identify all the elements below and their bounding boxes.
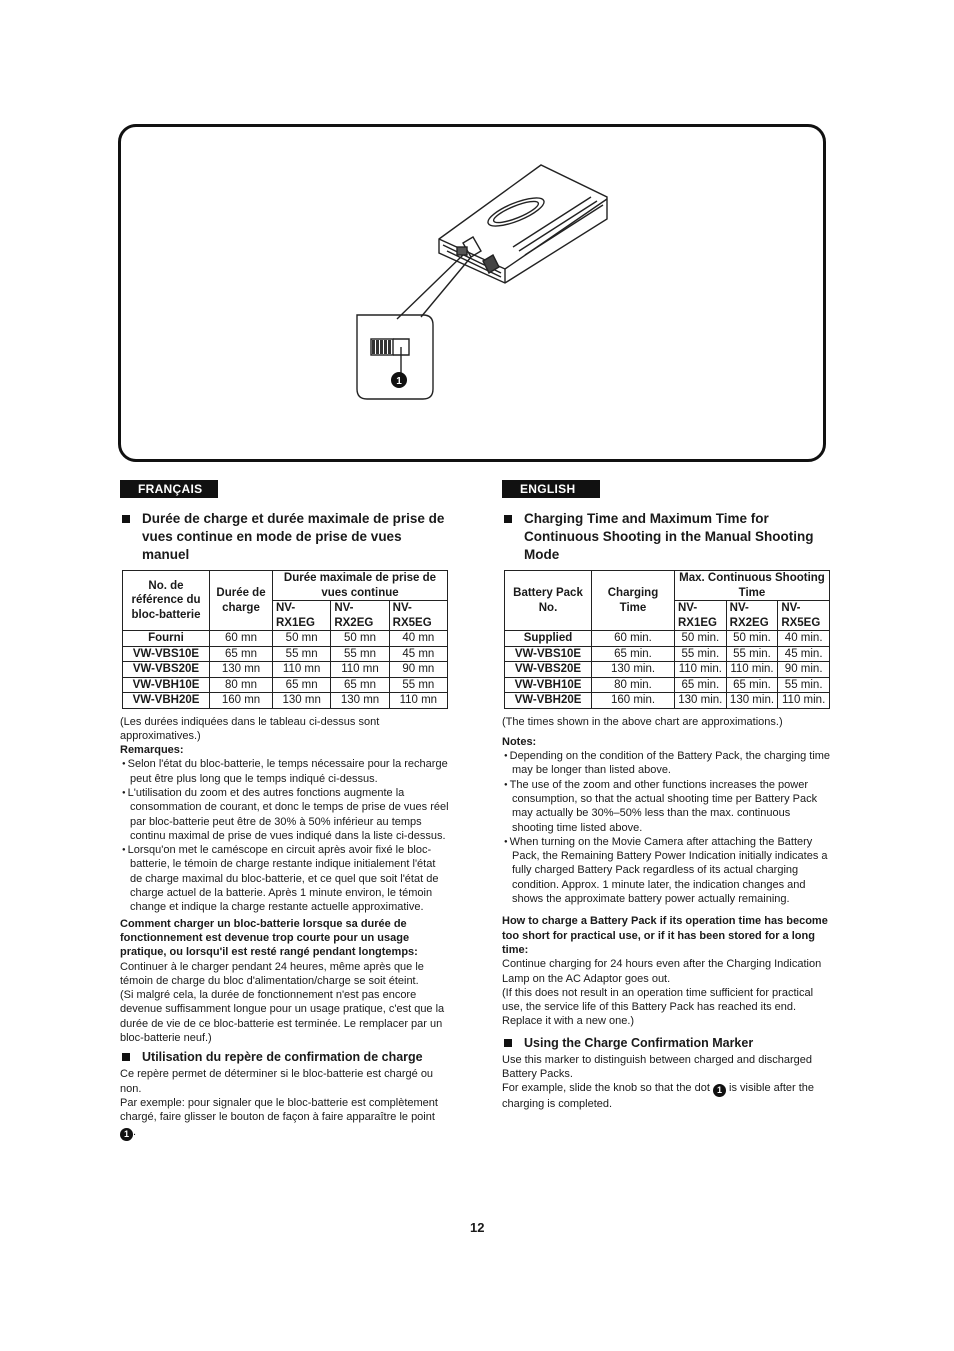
notes-list-en [502,749,832,906]
battery-pack-illustration [121,127,829,465]
charge-table-en [504,570,830,709]
heading-charge-time-en: Charging Time and Maximum Time for Continuous Shooting in the Manual Shooting Mode [502,510,832,564]
table-row: VW-VBS10E 65 mn 55 mn 55 mn 45 mn [123,646,448,662]
table-row: Supplied 60 min. 50 min. 50 min. 40 min. [505,631,830,647]
battery-illustration-frame [118,124,826,462]
bullet-square-icon [504,515,512,523]
header-model: NV-RX2EG [726,601,778,631]
english-column [502,480,832,1112]
marker-para-fr: Par exemple: pour signaler que le bloc-batterie est complètement chargé, faire glisser le bouton de façon à faire apparaître le point 1 . [120,1096,438,1139]
howto-title-fr: Comment charger un bloc-batterie lorsque sa durée de fonctionnement est devenue trop courte pour un usage pratique, ou lorsqu'il est resté rangé pendant longtemps: [120,917,418,959]
header-model: NV-RX1EG [675,601,727,631]
table-row: Fourni 60 mn 50 mn 50 mn 40 mn [123,631,448,647]
howto-para-fr: (Si malgré cela, la durée de fonctionnement n'est pas encore devenue suffisamment longue pour un usage pratique, c'est que la durée de vie de ce bloc-batterie est terminée. Le remplacer par un bloc-batterie neuf.) [120,989,445,1045]
marker-para-fr: Ce repère permet de déterminer si le bloc-batterie est chargé ou non. [120,1068,434,1095]
list-item: ● Selon l'état du bloc-batterie, le temps nécessaire pour la recharge peut être plus long que le temps indiqué ci-dessus. [120,757,450,786]
approx-note-fr: (Les durées indiquées dans le tableau ci-dessus sont approximatives.) [120,715,380,742]
header-model: NV-RX5EG [389,601,447,631]
heading-charge-time-fr: Durée de charge et durée maximale de prise de vues continue en mode de prise de vues manuel [120,510,450,564]
list-item: ● When turning on the Movie Camera after attaching the Battery Pack, the Remaining Battery Power Indication initially indicates a fully charged Battery Pack regardless of its actual charging condition. Approx. 1 minute later, the indication changes and shows the approximate battery power actually remaining. [502,835,832,906]
header-charge: Durée de charge [210,571,273,631]
list-item: ● Depending on the condition of the Battery Pack, the charging time may be longer than listed above. [502,749,832,778]
howto-para-en: (If this does not result in an operation time sufficient for practical use, the service life of this Battery Pack has reached its end. Replace it with a new one.) [502,986,814,1028]
header-charge: Charging Time [592,571,675,631]
table-row: VW-VBS20E 130 min. 110 min. 110 min. 90 min. [505,662,830,678]
language-label-en: ENGLISH [502,480,600,498]
callout-number: 1 [396,376,402,387]
list-item: ● The use of the zoom and other functions increases the power consumption, so that the actual shooting time per Battery Pack may actually be 30%–50% less than the max. continuous shooting time listed above. [502,778,832,835]
list-item: ● L'utilisation du zoom et des autres fonctions augmente la consommation de courant, et donc le temps de prise de vues réel par bloc-batterie peut être de 30% à 50% inférieur au temps continu maximal de prise de vues indiqué dans la liste ci-dessus. [120,786,450,843]
table-row: VW-VBH10E 80 min. 65 min. 65 min. 55 min. [505,677,830,693]
notes-list-fr [120,757,450,914]
bullet-square-icon [122,1053,130,1061]
notes-title-fr: Remarques: [120,744,184,757]
header-model: NV-RX1EG [273,601,331,631]
table-row: VW-VBH20E 160 min. 130 min. 130 min. 110 min. [505,693,830,709]
marker-para-en: For example, slide the knob so that the dot 1 is visible after the charging is completed. [502,1082,815,1111]
dot-marker-icon: 1 [713,1084,726,1097]
header-ref: Battery Pack No. [505,571,592,631]
approx-note-en: (The times shown in the above chart are approximations.) [502,715,783,728]
language-label-fr: FRANÇAIS [120,480,218,498]
header-max: Durée maximale de prise de vues continue [273,571,448,601]
header-model: NV-RX5EG [778,601,830,631]
marker-para-en: Use this marker to distinguish between charged and discharged Battery Packs. [502,1053,813,1081]
bullet-square-icon [504,1039,512,1047]
bullet-square-icon [122,515,130,523]
howto-para-en: Continue charging for 24 hours even after the Charging Indication Lamp on the AC Adaptor goes out. [502,958,822,985]
header-ref: No. de référence du bloc-batterie [123,571,210,631]
list-item: ● Lorsqu'on met le caméscope en circuit après avoir fixé le bloc-batterie, le témoin de charge restante indique initialement l'état de charge maximal du bloc-batterie, et ce quel que soit l'état de charge actuel de la batterie. Après 1 minute environ, le témoin change et indique la charge restante actuelle approximative. [120,843,450,914]
heading-marker-en: Using the Charge Confirmation Marker [502,1035,832,1051]
table-row: VW-VBH20E 160 mn 130 mn 130 mn 110 mn [123,693,448,709]
howto-title-en: How to charge a Battery Pack if its operation time has become too short for practical use, or if it has been stored for a long time: [502,915,828,956]
charge-table-fr [122,570,448,709]
table-row: VW-VBS10E 65 min. 55 min. 55 min. 45 min. [505,646,830,662]
howto-para-fr: Continuer à le charger pendant 24 heures, même après que le témoin de charge du bloc d'alimentation/charge se soit éteint. [120,960,424,987]
dot-marker-icon: 1 [120,1128,133,1141]
heading-marker-fr: Utilisation du repère de confirmation de charge [120,1049,450,1065]
table-row: VW-VBH10E 80 mn 65 mn 65 mn 55 mn [123,677,448,693]
notes-title-en: Notes: [502,735,537,748]
header-max: Max. Continuous Shooting Time [675,571,830,601]
header-model: NV-RX2EG [331,601,389,631]
french-column [120,480,450,1141]
table-row: VW-VBS20E 130 mn 110 mn 110 mn 90 mn [123,662,448,678]
page-number: 12 [470,1220,485,1235]
